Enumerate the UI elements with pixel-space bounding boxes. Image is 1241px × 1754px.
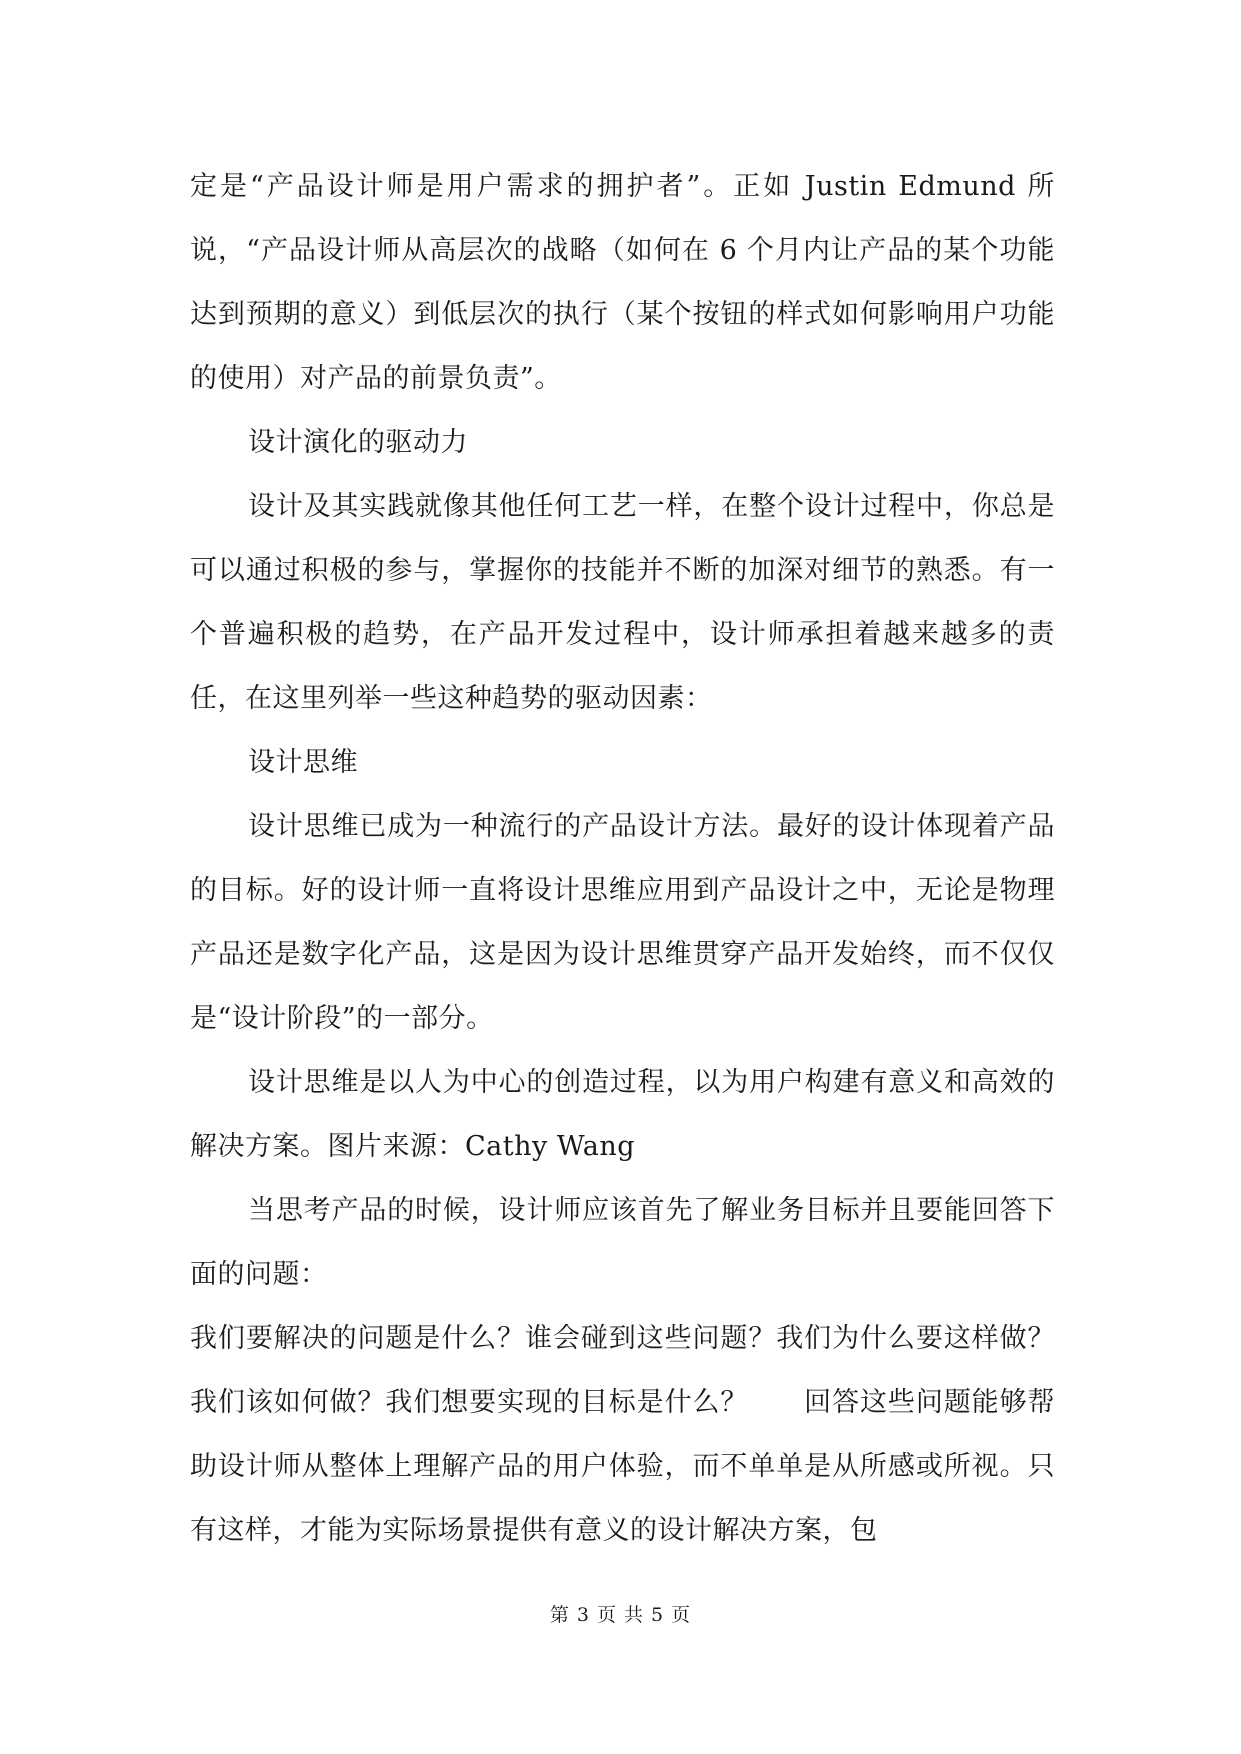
document-body (190, 155, 1055, 1563)
paragraph-design-practice: 设计及其实践就像其他任何工艺一样，在整个设计过程中，你总是可以通过积极的参与，掌握你的技能并不断的加深对细节的熟悉。有一个普遍积极的趋势，在产品开发过程中，设计师承担着越来越多的责任，在这里列举一些这种趋势的驱动因素： (190, 491, 1055, 714)
paragraph-questions: 我们要解决的问题是什么？谁会碰到这些问题？我们为什么要这样做？我们该如何做？我们想要实现的目标是什么？ 回答这些问题能够帮助设计师从整体上理解产品的用户体验，而不单单是从所感或所视。只有这样，才能为实际场景提供有意义的设计解决方案，包 (190, 1323, 1055, 1546)
paragraph-design-thinking: 设计思维已成为一种流行的产品设计方法。最好的设计体现着产品的目标。好的设计师一直将设计思维应用到产品设计之中，无论是物理产品还是数字化产品，这是因为设计思维贯穿产品开发始终，而不仅仅是“设计阶段”的一部分。 (190, 811, 1055, 1034)
section-heading-design-thinking: 设计思维 (248, 747, 358, 778)
paragraph-business-goals: 当思考产品的时候，设计师应该首先了解业务目标并且要能回答下面的问题： (190, 1195, 1055, 1290)
paragraph-image-caption: 设计思维是以人为中心的创造过程，以为用户构建有意义和高效的解决方案。图片来源：Cathy Wang (190, 1067, 1055, 1162)
section-heading-design-evolution: 设计演化的驱动力 (248, 427, 468, 458)
page-footer: 第 3 页 共 5 页 (549, 1604, 692, 1626)
paragraph-continuation: 定是“产品设计师是用户需求的拥护者”。正如 Justin Edmund 所说，“产品设计师从高层次的战略（如何在 6 个月内让产品的某个功能达到预期的意义）到低层次的执行（某个按钮的样式如何影响用户功能的使用）对产品的前景负责”。 (190, 171, 1055, 394)
